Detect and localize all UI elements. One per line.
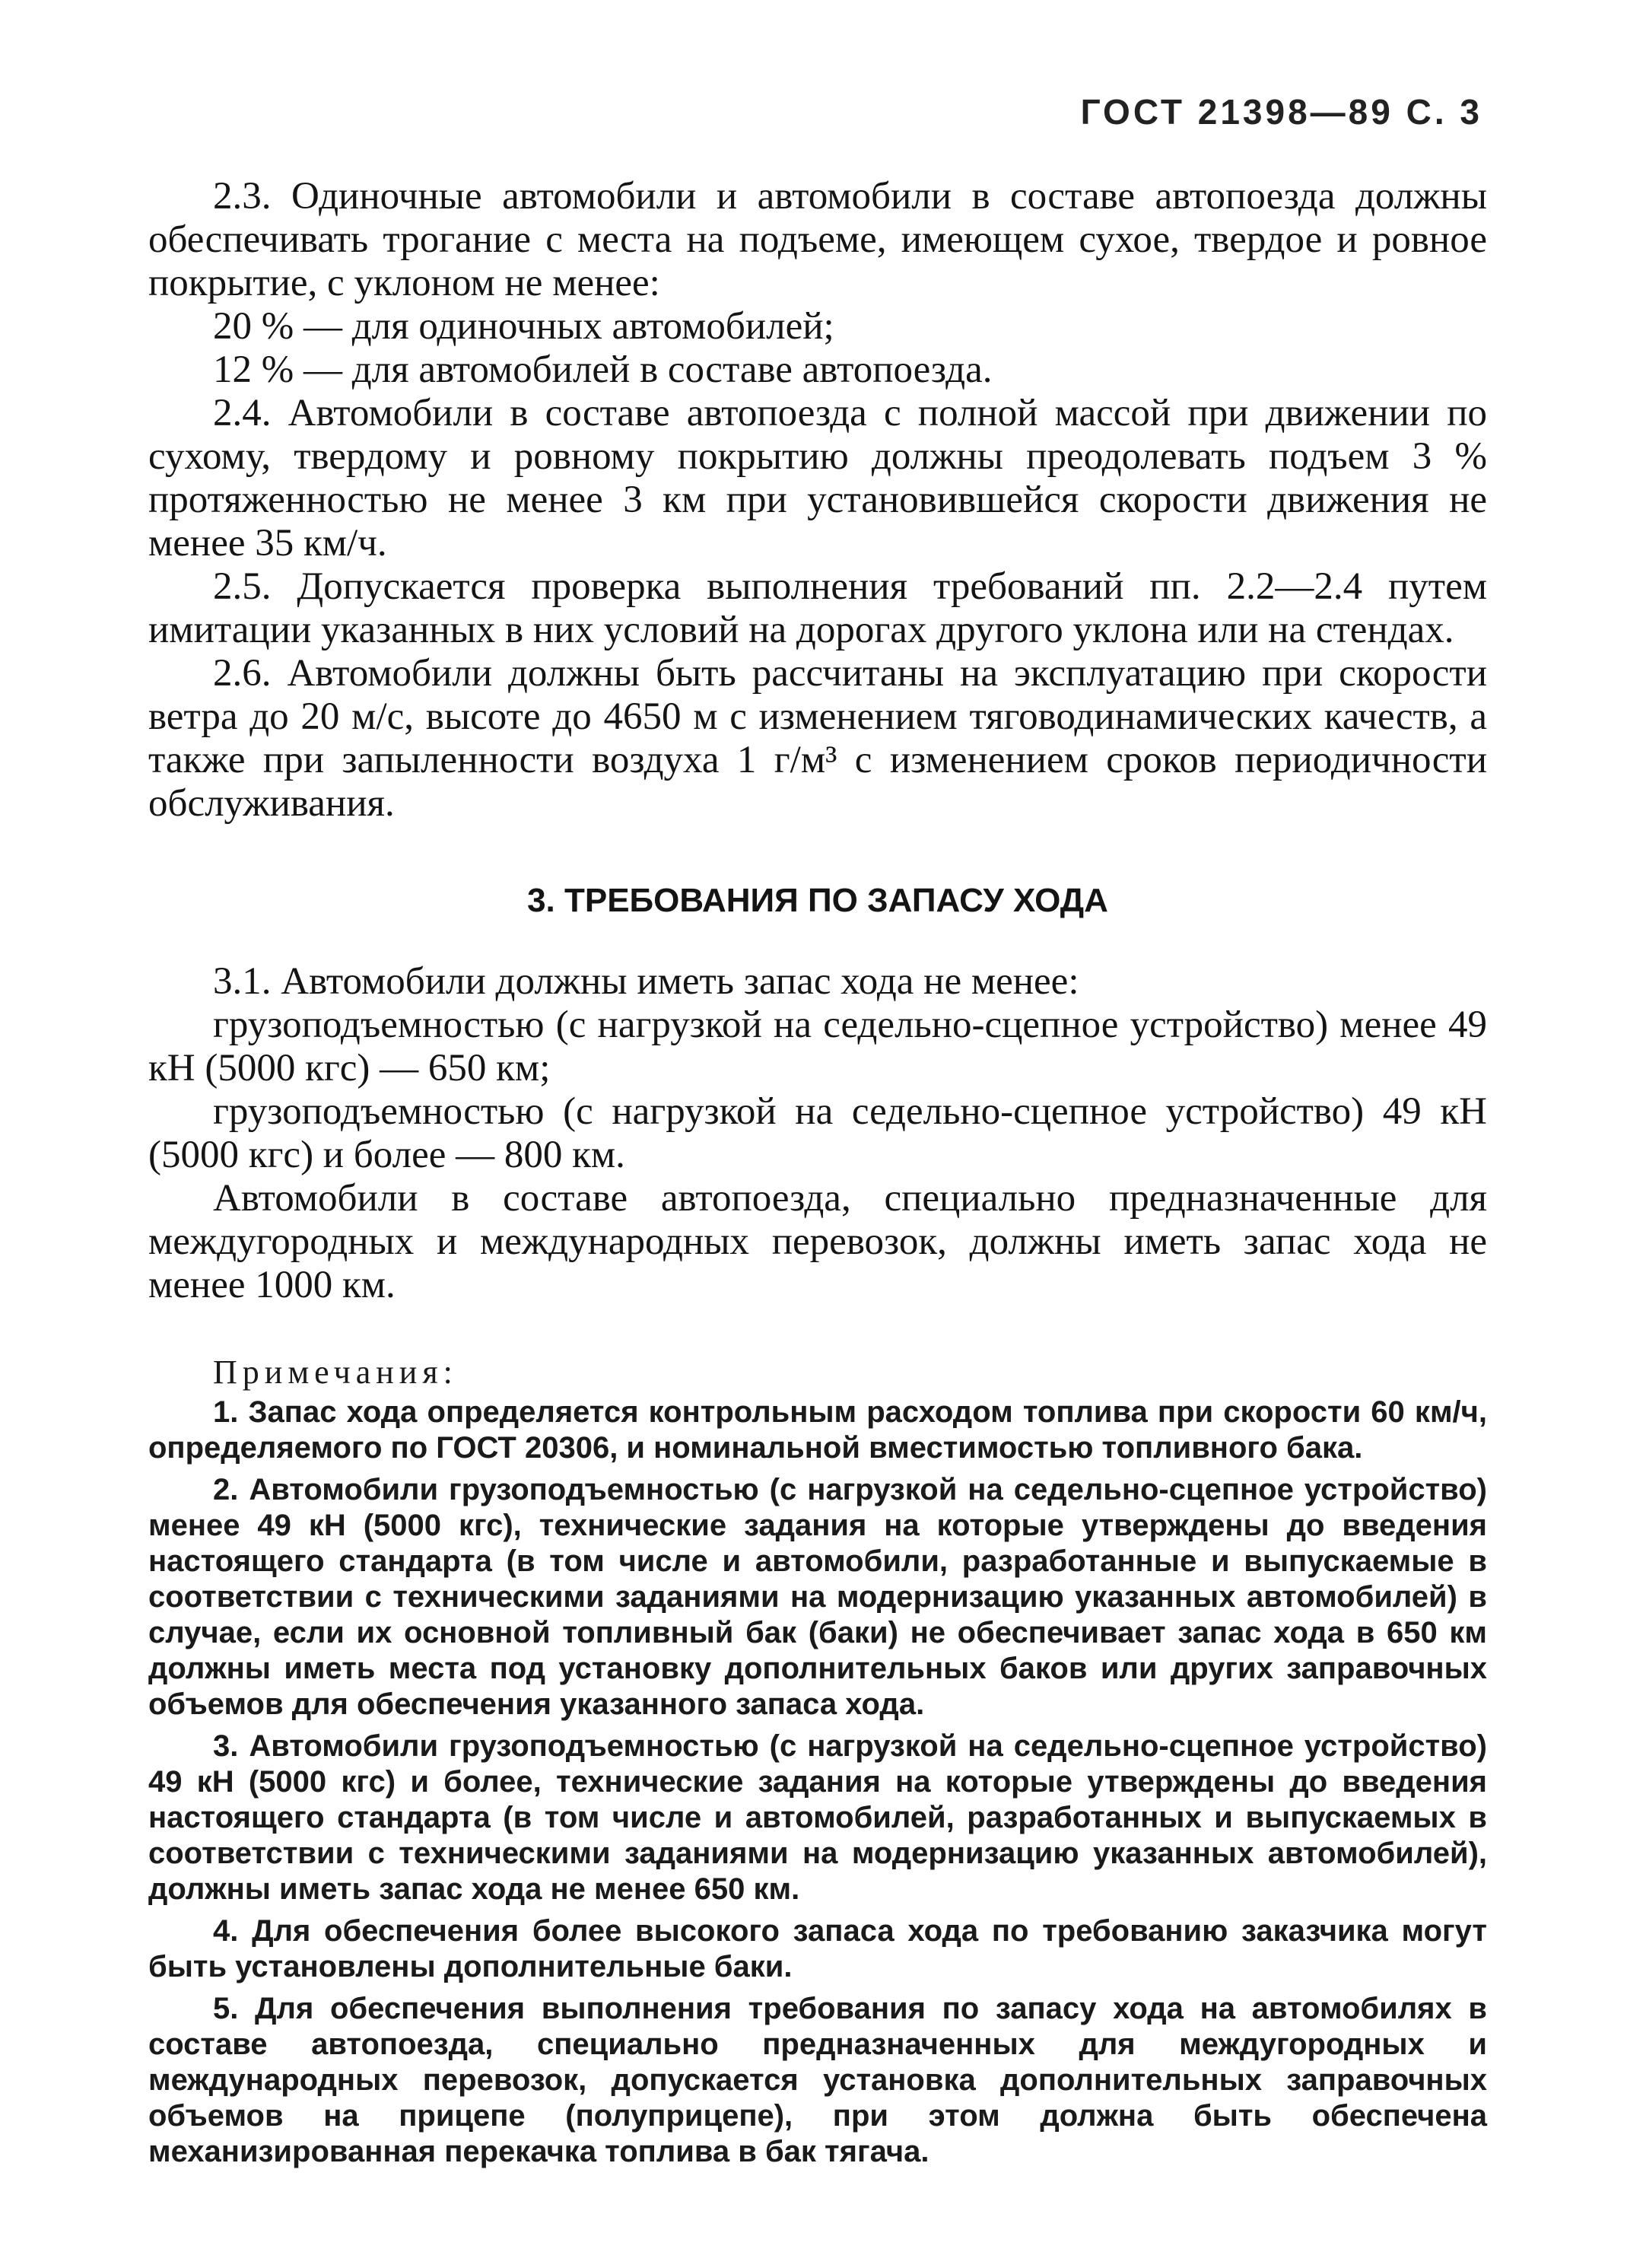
note-item: 2. Автомобили грузоподъемностью (с нагрузкой на седельно-сцепное устройство) менее 49 кН (5000 кгс), технические задания на которые утверждены до введения настоящего стандарта (в том числе и автомобили, разработанные и выпускаемые в соответствии с техническими заданиями на модернизацию указанных автомобилей) в случае, если их основной топливный бак (баки) не обеспечивает запас хода в 650 км должны иметь места под установку дополнительных баков или других заправочных объемов для обеспечения указанного запаса хода. (148, 1473, 1487, 1721)
note-item: 1. Запас хода определяется контрольным расходом топлива при скорости 60 км/ч, определяемого по ГОСТ 20306, и номинальной вместимостью топливного бака. (148, 1395, 1487, 1465)
clause-2-3-item-b: 12 % — для автомобилей в составе автопоезда. (213, 348, 993, 391)
clause-2-6: 2.6. Автомобили должны быть рассчитаны на эксплуатацию при скорости ветра до 20 м/с, высоте до 4650 м с изменением тяговодинамических качеств, а также при запыленности воздуха 1 г/м³ с изменением сроков периодичности обслуживания. (148, 652, 1487, 825)
page-header: ГОСТ 21398—89 С. 3 (1080, 92, 1482, 132)
clause-3-1: 3.1. Автомобили должны иметь запас хода не менее: (213, 960, 1079, 1003)
notes-title: Примечания: (213, 1353, 458, 1391)
notes-block (148, 1354, 1487, 2176)
note-item: 5. Для обеспечения выполнения требования по запасу хода на автомобилях в составе автопоезда, специально предназначенных для междугородных и международных перевозок, допускается установка дополнительных заправочных объемов на прицепе (полуприцепе), при этом должна быть обеспечена механизированная перекачка топлива в бак тягача. (148, 1992, 1487, 2168)
main-text (148, 175, 1487, 1307)
note-item: 3. Автомобили грузоподъемностью (с нагрузкой на седельно-сцепное устройство) 49 кН (5000 кгс) и более, технические задания на которые утверждены до введения настоящего стандарта (в том числе и автомобилей, разработанных и выпускаемых в соответствии с техническими заданиями на модернизацию указанных автомобилей), должны иметь запас хода не менее 650 км. (148, 1729, 1487, 1906)
clause-2-3-item-a: 20 % — для одиночных автомобилей; (213, 305, 834, 348)
clause-3-1-item-a: грузоподъемностью (с нагрузкой на седельно-сцепное устройство) менее 49 кН (5000 кгс) — 650 км; (148, 1004, 1487, 1089)
clause-2-4: 2.4. Автомобили в составе автопоезда с полной массой при движении по сухому, твердому и ровному покрытию должны преодолевать подъем 3 % протяженностью не менее 3 км при установившейся скорости движения не менее 35 км/ч. (148, 392, 1487, 565)
clause-3-1-item-b: грузоподъемностью (с нагрузкой на седельно-сцепное устройство) 49 кН (5000 кгс) и более — 800 км. (148, 1090, 1487, 1176)
clause-2-5: 2.5. Допускается проверка выполнения требований пп. 2.2—2.4 путем имитации указанных в них условий на дорогах другого уклона или на стендах. (148, 565, 1487, 651)
note-item: 4. Для обеспечения более высокого запаса хода по требованию заказчика могут быть установлены дополнительные баки. (148, 1914, 1487, 1983)
clause-2-3: 2.3. Одиночные автомобили и автомобили в составе автопоезда должны обеспечивать трогание с места на подъеме, имеющем сухое, твердое и ровное покрытие, с уклоном не менее: (148, 175, 1487, 304)
section-3-title: 3. ТРЕБОВАНИЯ ПО ЗАПАСУ ХОДА (527, 882, 1108, 919)
clause-3-1-item-c: Автомобили в составе автопоезда, специально предназначенные для междугородных и международных перевозок, должны иметь запас хода не менее 1000 км. (148, 1177, 1487, 1306)
